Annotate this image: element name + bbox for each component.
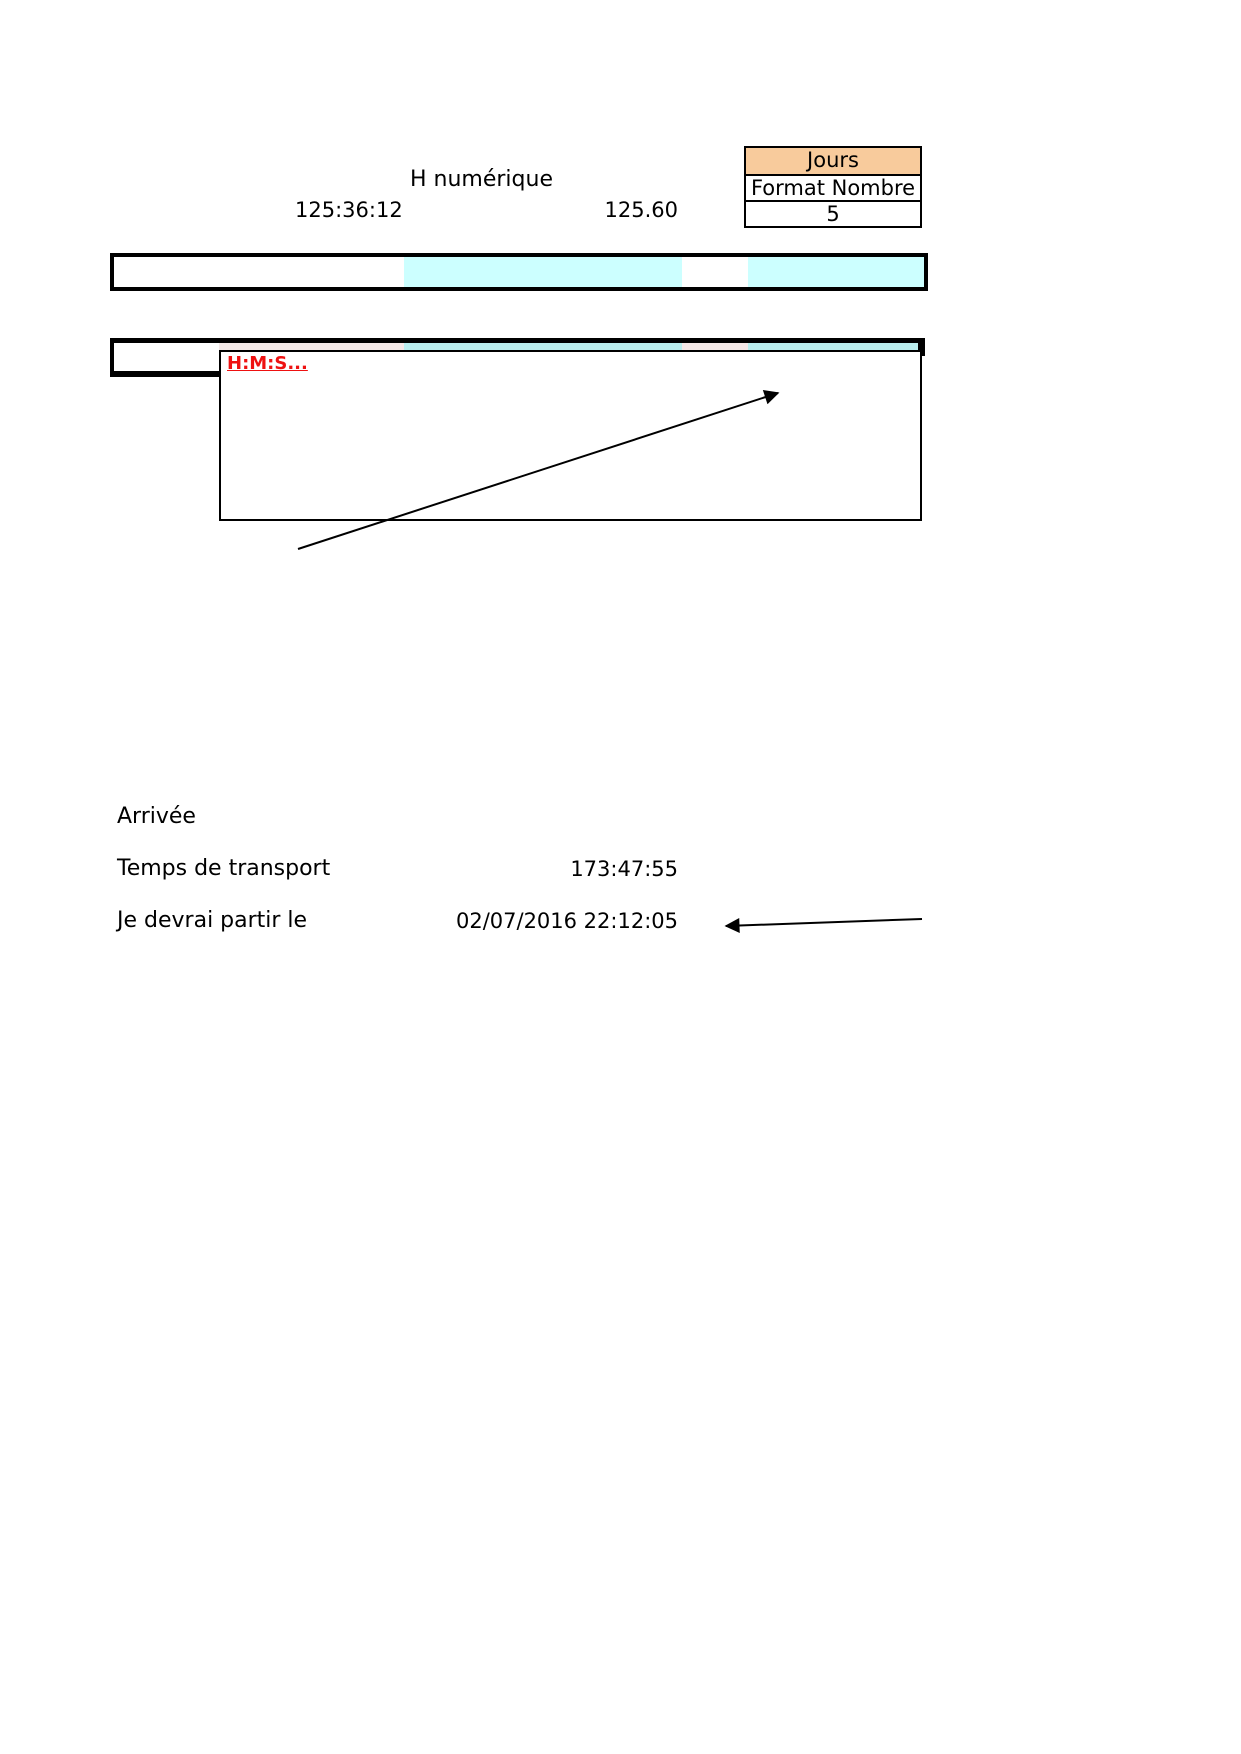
arrivee-label: Arrivée (117, 804, 196, 829)
bar-segment-cyan (748, 343, 920, 350)
bar-segment-cyan (404, 343, 682, 350)
duration-value: 125:36:12 (295, 198, 403, 222)
bar-segment-cyan (404, 257, 682, 287)
timeline-bar (110, 253, 928, 291)
jours-header-cell: Jours (746, 148, 920, 174)
decimal-value: 125.60 (604, 198, 678, 222)
jours-value-cell: 5 (746, 200, 920, 226)
bar-segment-white (682, 343, 748, 350)
departure-value: 02/07/2016 22:12:05 (455, 909, 678, 933)
annotation-arrow-left (726, 919, 922, 926)
timeline-bar-partial-left-cell (110, 343, 219, 377)
timeline-bar-partial-sliver (219, 343, 920, 350)
bar-segment-white (219, 343, 404, 350)
bar-segment-cyan (748, 257, 924, 287)
comment-label: H:M:S... (227, 353, 308, 374)
h-numerique-label: H numérique (410, 167, 553, 192)
jours-table (744, 146, 922, 228)
comment-box (219, 350, 922, 521)
departure-label: Je devrai partir le (117, 908, 308, 933)
transport-label: Temps de transport (117, 856, 331, 881)
transport-value: 173:47:55 (570, 857, 678, 881)
bar-segment-white (682, 257, 748, 287)
bar-segment-white (114, 257, 404, 287)
format-nombre-cell: Format Nombre (746, 174, 920, 200)
